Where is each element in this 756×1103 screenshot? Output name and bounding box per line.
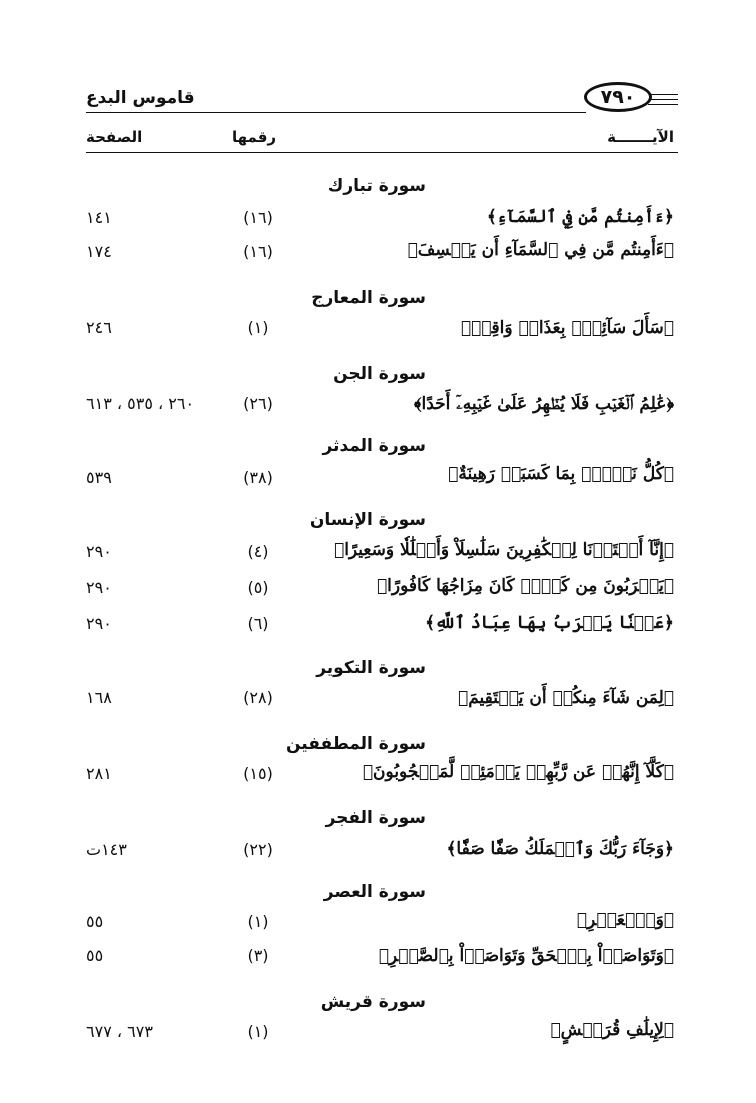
- column-heading-rule: [86, 152, 678, 153]
- ayah-number: (٢٢): [243, 840, 273, 859]
- ayah-text: ﴿لِإِيلَٰفِ قُرَيۡشٍ﴾: [550, 1020, 674, 1040]
- page-ref: ٢٩٠: [86, 542, 112, 561]
- header-rule-right-bot: [648, 104, 678, 105]
- ayah-text: ﴿لِمَن شَآءَ مِنكُمۡ أَن يَسۡتَقِيمَ﴾: [458, 688, 674, 708]
- ayah-text: ﴿عَٰلِمُ ٱلۡغَيۡبِ فَلَا يُظۡهِرُ عَلَىٰ غَيۡبِهِۦٓ أَحَدًا﴾: [413, 394, 674, 414]
- ayah-text: ﴿وَجَآءَ رَبُّكَ وَٱلۡمَلَكُ صَفّٗا صَفّٗا﴾: [446, 839, 674, 859]
- surah-heading: سورة المعارج: [311, 288, 426, 308]
- ayah-number: (١): [247, 318, 269, 337]
- ayah-number: (٦): [247, 614, 269, 633]
- column-heading-ayah: الآيـــــــة: [607, 128, 674, 146]
- header-rule-right-top: [648, 94, 678, 95]
- ayah-text: ﴿كَلَّآ إِنَّهُمۡ عَن رَّبِّهِمۡ يَوۡمَئِذٖ لَّمَحۡجُوبُونَ﴾: [362, 762, 674, 782]
- page-ref: ٢٨١: [86, 764, 112, 783]
- surah-heading: سورة المدثر: [322, 436, 426, 456]
- surah-heading: سورة العصر: [323, 882, 426, 902]
- page-ref: ٢٩٠: [86, 578, 112, 597]
- ayah-number: (١): [247, 912, 269, 931]
- surah-heading: سورة الجن: [333, 364, 426, 384]
- ayah-number: (٥): [247, 578, 269, 597]
- column-heading-page: الصفحة: [86, 128, 143, 146]
- ayah-text: ﴿ءَأَمِنتُم مَّن فِي ٱلسَّمَآءِ أَن يَخۡسِفَ﴾: [407, 240, 674, 260]
- book-title: قاموس البدع: [86, 88, 195, 108]
- ayah-number: (٤): [247, 542, 269, 561]
- page-ref: ٥٥: [86, 912, 104, 931]
- header-rule-left: [86, 112, 586, 113]
- page-number: ٧٩٠: [584, 82, 652, 112]
- surah-heading: سورة المطففين: [286, 734, 426, 754]
- surah-heading: سورة الفجر: [325, 808, 426, 828]
- ayah-text: ﴿يَشۡرَبُونَ مِن كَأۡسٖ كَانَ مِزَاجُهَا كَافُورًا﴾: [376, 576, 674, 596]
- page-ref: ٥٣٩: [86, 468, 112, 487]
- ayah-number: (٢٨): [243, 688, 273, 707]
- header-rule-right-mid: [648, 99, 678, 100]
- surah-heading: سورة الإنسان: [309, 510, 426, 530]
- ayah-text: ﴿ءَأَمِنتُم مَّن فِي ٱلسَّمَآءِ﴾: [486, 207, 674, 227]
- page-ref: ١٦٨: [86, 688, 112, 707]
- ayah-number: (٢٦): [243, 394, 273, 413]
- surah-heading: سورة قريش: [320, 992, 426, 1012]
- ayah-number: (١٦): [243, 208, 273, 227]
- page-ref: ١٤٣ت: [86, 840, 127, 859]
- ayah-number: (٣٨): [243, 468, 273, 487]
- page-ref: ٢٦٠ ، ٥٣٥ ، ٦١٣: [86, 394, 195, 413]
- page-ref: ٢٤٦: [86, 318, 112, 337]
- surah-heading: سورة تبارك: [327, 176, 426, 196]
- ayah-number: (١): [247, 1022, 269, 1041]
- ayah-text: ﴿إِنَّآ أَعۡتَدۡنَا لِلۡكَٰفِرِينَ سَلَٰسِلَاْ وَأَغۡلَٰلٗا وَسَعِيرًا﴾: [334, 540, 674, 560]
- page-ref: ١٧٤: [86, 242, 112, 261]
- ayah-text: ﴿وَٱلۡعَصۡرِ﴾: [576, 910, 674, 930]
- ayah-number: (١٥): [243, 764, 273, 783]
- page-ref: ٥٥: [86, 946, 104, 965]
- ayah-text: ﴿عَيۡنٗا يَشۡرَبُ بِهَا عِبَادُ ٱللَّهِ﴾: [425, 613, 674, 633]
- surah-heading: سورة التكوير: [316, 658, 426, 678]
- page-ref: ١٤١: [86, 208, 112, 227]
- page-ref: ٦٧٣ ، ٦٧٧: [86, 1022, 153, 1041]
- column-heading-number: رقمها: [232, 128, 277, 146]
- ayah-number: (٣): [247, 946, 269, 965]
- ayah-text: ﴿كُلُّ نَفۡسِۭ بِمَا كَسَبَتۡ رَهِينَةٌ﴾: [448, 464, 674, 484]
- ayah-text: ﴿وَتَوَاصَوۡاْ بِٱلۡحَقِّ وَتَوَاصَوۡاْ بِٱلصَّبۡرِ﴾: [378, 946, 674, 966]
- page-ref: ٢٩٠: [86, 614, 112, 633]
- ayah-text: ﴿سَأَلَ سَآئِلُۢ بِعَذَابٖ وَاقِعٖ﴾: [460, 318, 674, 338]
- ayah-number: (١٦): [243, 242, 273, 261]
